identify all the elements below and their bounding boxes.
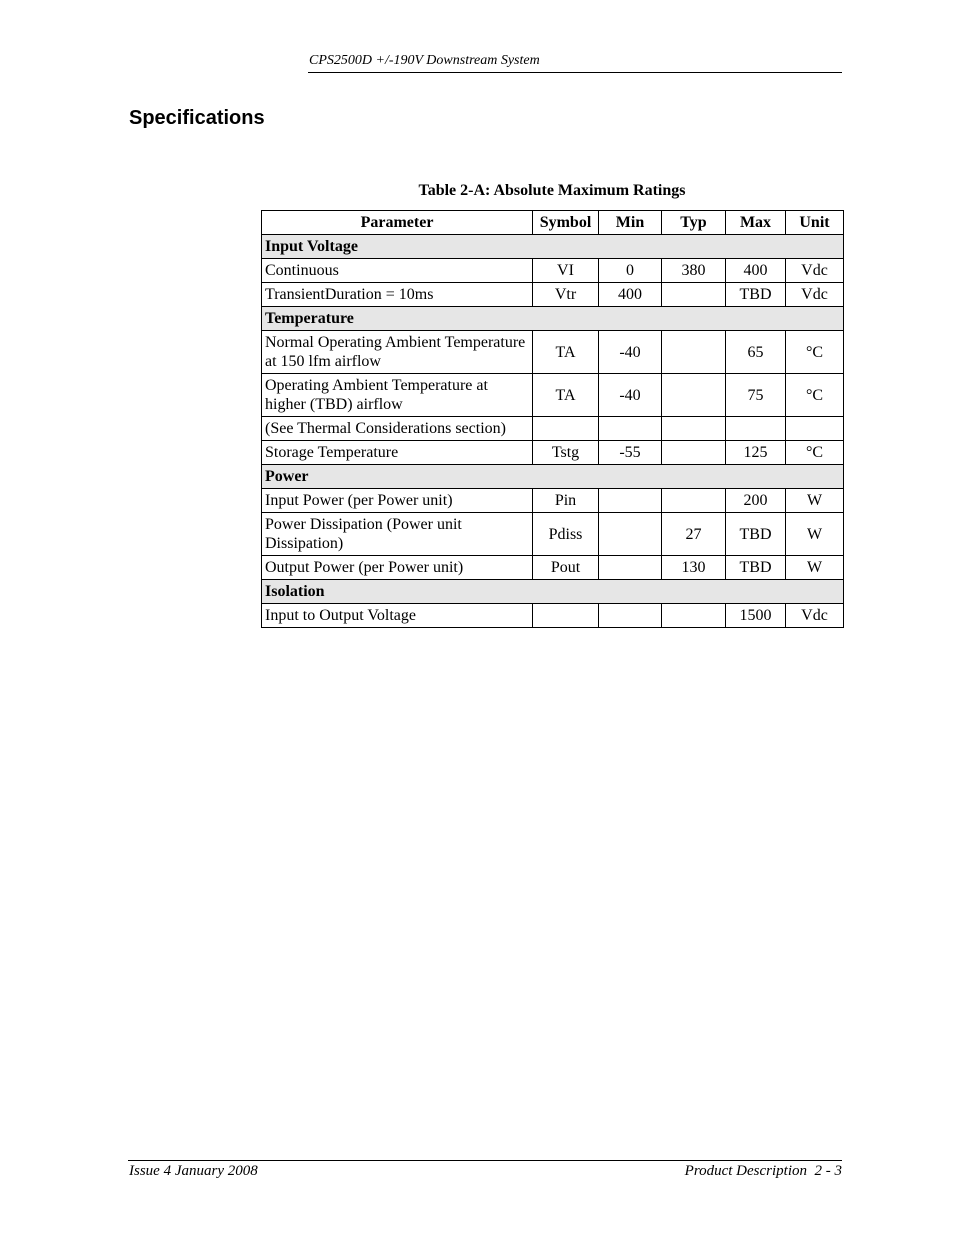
value-cell: TA [533, 374, 599, 417]
value-cell: TBD [726, 283, 786, 307]
value-cell: Vdc [786, 604, 844, 628]
value-cell: TBD [726, 513, 786, 556]
value-cell [786, 417, 844, 441]
table-row [262, 417, 844, 441]
value-cell [533, 417, 599, 441]
group-label: Isolation [262, 580, 844, 604]
header-divider [308, 72, 842, 73]
footer-page-label: Product Description 2 - 3 [684, 1163, 842, 1179]
value-cell: W [786, 556, 844, 580]
group-label: Power [262, 465, 844, 489]
column-header: Parameter [262, 211, 533, 235]
parameter-cell: Power Dissipation (Power unit Dissipation) [262, 513, 533, 556]
table-body [262, 235, 844, 628]
parameter-cell: Continuous [262, 259, 533, 283]
table-row [262, 604, 844, 628]
value-cell: Vdc [786, 283, 844, 307]
value-cell: 27 [662, 513, 726, 556]
value-cell [599, 556, 662, 580]
parameter-cell: Operating Ambient Temperature at higher (TBD) airflow [262, 374, 533, 417]
group-label: Input Voltage [262, 235, 844, 259]
value-cell [599, 604, 662, 628]
table-row [262, 441, 844, 465]
footer-divider [128, 1160, 842, 1161]
value-cell [599, 513, 662, 556]
column-header: Typ [662, 211, 726, 235]
value-cell: 65 [726, 331, 786, 374]
value-cell [599, 417, 662, 441]
table-header-row [262, 211, 844, 235]
parameter-cell: Output Power (per Power unit) [262, 556, 533, 580]
table-row [262, 489, 844, 513]
table-row [262, 513, 844, 556]
absolute-maximum-ratings-table [261, 210, 844, 628]
parameter-cell: Input Power (per Power unit) [262, 489, 533, 513]
value-cell: 1500 [726, 604, 786, 628]
value-cell: W [786, 513, 844, 556]
footer-issue: Issue 4 January 2008 [129, 1163, 258, 1179]
value-cell: TA [533, 331, 599, 374]
value-cell: 75 [726, 374, 786, 417]
value-cell [662, 374, 726, 417]
value-cell: 400 [726, 259, 786, 283]
column-header: Symbol [533, 211, 599, 235]
group-label: Temperature [262, 307, 844, 331]
value-cell: -40 [599, 331, 662, 374]
value-cell: 200 [726, 489, 786, 513]
value-cell [533, 604, 599, 628]
value-cell [662, 489, 726, 513]
column-header: Max [726, 211, 786, 235]
value-cell [662, 604, 726, 628]
table-row [262, 556, 844, 580]
value-cell [662, 417, 726, 441]
value-cell: -40 [599, 374, 662, 417]
value-cell: Vtr [533, 283, 599, 307]
parameter-cell: (See Thermal Considerations section) [262, 417, 533, 441]
value-cell: Tstg [533, 441, 599, 465]
parameter-cell: TransientDuration = 10ms [262, 283, 533, 307]
table-row [262, 374, 844, 417]
value-cell: 400 [599, 283, 662, 307]
value-cell [599, 489, 662, 513]
value-cell: -55 [599, 441, 662, 465]
value-cell: VI [533, 259, 599, 283]
parameter-cell: Input to Output Voltage [262, 604, 533, 628]
column-header: Min [599, 211, 662, 235]
value-cell: Pout [533, 556, 599, 580]
value-cell: 125 [726, 441, 786, 465]
value-cell: °C [786, 374, 844, 417]
table-caption: Table 2-A: Absolute Maximum Ratings [418, 182, 686, 199]
table-group-row [262, 580, 844, 604]
value-cell [662, 441, 726, 465]
table-group-row [262, 235, 844, 259]
value-cell: °C [786, 331, 844, 374]
header-title: CPS2500D +/-190V Downstream System [309, 53, 540, 68]
table-row [262, 259, 844, 283]
table-group-row [262, 307, 844, 331]
value-cell: Pin [533, 489, 599, 513]
parameter-cell: Normal Operating Ambient Temperature at 150 lfm airflow [262, 331, 533, 374]
table-row [262, 331, 844, 374]
value-cell: Pdiss [533, 513, 599, 556]
value-cell: °C [786, 441, 844, 465]
table-row [262, 283, 844, 307]
table-group-row [262, 465, 844, 489]
value-cell: TBD [726, 556, 786, 580]
value-cell: 380 [662, 259, 726, 283]
section-title: Specifications [129, 107, 265, 129]
value-cell: 130 [662, 556, 726, 580]
value-cell [662, 283, 726, 307]
value-cell [662, 331, 726, 374]
value-cell [726, 417, 786, 441]
value-cell: 0 [599, 259, 662, 283]
value-cell: W [786, 489, 844, 513]
value-cell: Vdc [786, 259, 844, 283]
parameter-cell: Storage Temperature [262, 441, 533, 465]
column-header: Unit [786, 211, 844, 235]
